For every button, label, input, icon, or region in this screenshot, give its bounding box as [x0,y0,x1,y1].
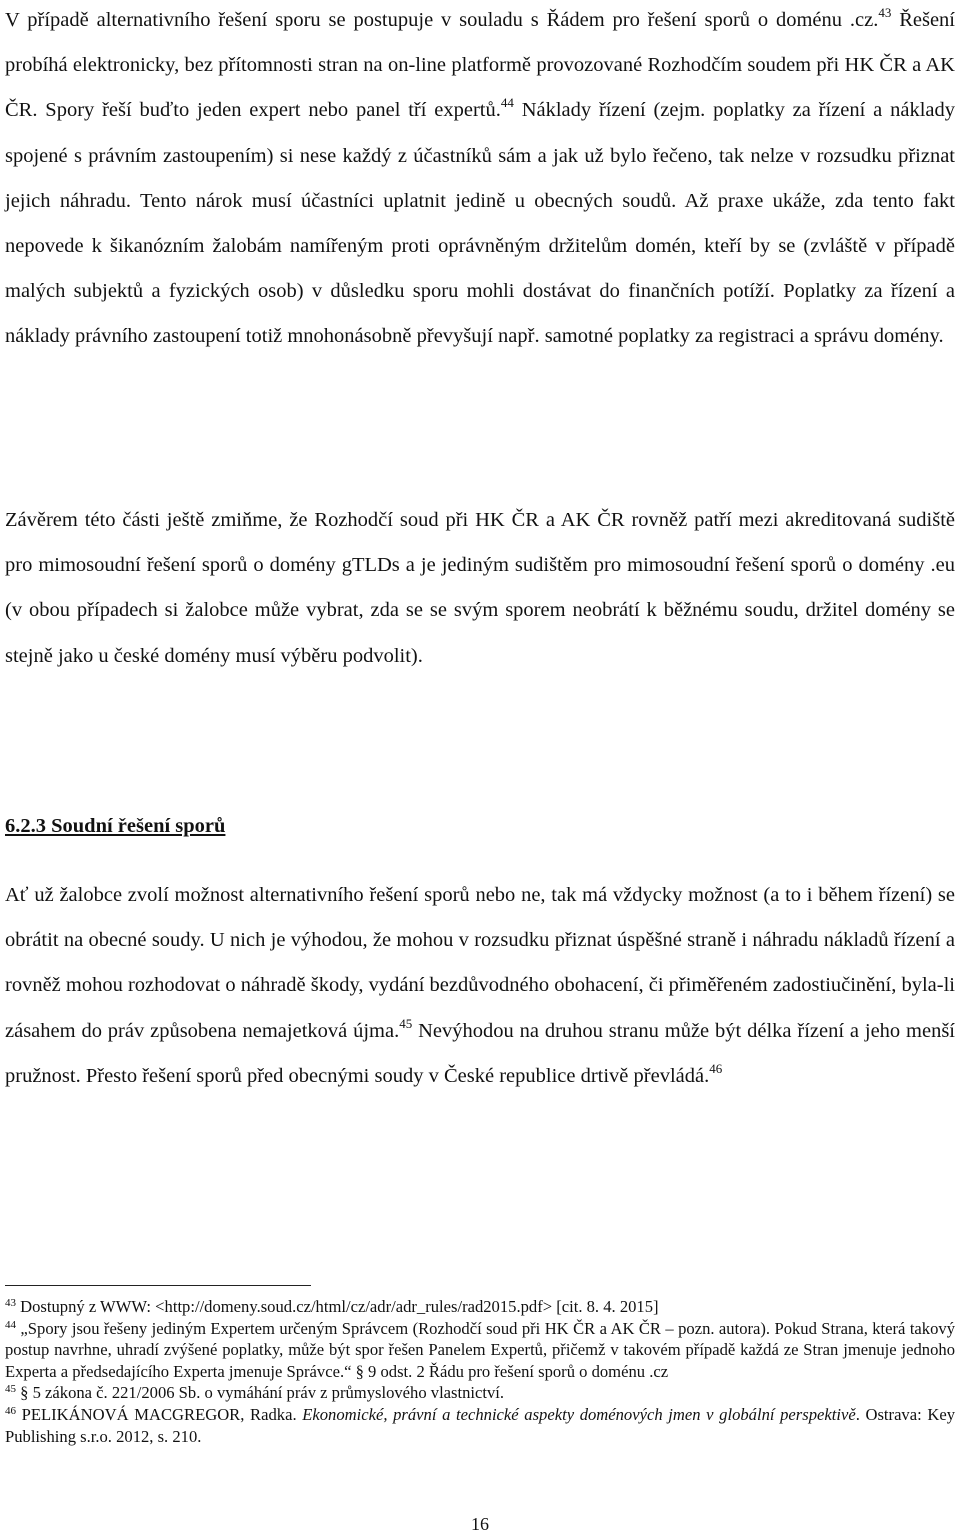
footnote-44: $^{44}$ „Spory jsou řešeny jediným Expertem určeným Správcem (Rozhodčí soud při HK ČR a AK ČR – pozn. autora). Pokud Strana, která takový postup navrhne, uhradí zvýšené poplatky, může být spor řešen Panelem Expertů, přičemž v takovém případě každá ze Stran jmenuje jednoho Experta a předsedajícího Experta jmenuje Správce.“ § 9 odst. 2 Řádu pro řešení sporů o doménu .cz [5,1318,955,1381]
paragraph-accredited-court: Závěrem této části ještě zmiňme, že Rozhodčí soud při HK ČR a AK ČR rovněž patří mezi akreditovaná sudiště pro mimosoudní řešení sporů o domény gTLDs a je jediným sudištěm pro mimosoudní řešení sporů o domény .eu (v obou případech si žalobce může vybrat, zda se se svým sporem neobrátí k běžnému soudu, držitel domény se stejně jako u české domény musí výběru podvolit). [5,509,955,667]
page-number: 16 [471,1514,489,1534]
footnote-46: $^{46}$ PELIKÁNOVÁ MACGREGOR, Radka. Ekonomické, právní a technické aspekty doménových jmen v globální perspektivě. Ostrava: Key Publishing s.r.o. 2012, s. 210. [5,1404,955,1446]
footnote-ref-46[interactable]: 46 [709,1060,723,1076]
footnote-ref-44[interactable]: 44 [500,95,514,111]
footnote-separator [5,1285,311,1286]
footnote-43: $^{43}$ Dostupný z WWW: <http://domeny.soud.cz/html/cz/adr/adr_rules/rad2015.pdf> [cit. 8. 4. 2015] [5,1297,659,1316]
paragraph-alternative-resolution: V případě alternativního řešení sporu se postupuje v souladu s Řádem pro řešení sporů o doménu .cz.$^{43}$ Řešení probíhá elektronicky, bez přítomnosti stran na on-line platformě provozované Rozhodčím soudem při HK ČR a AK ČR. Spory řeší buďto jeden expert nebo panel tří expertů.$^{44}$ Náklady řízení (zejm. poplatky za řízení a náklady spojené s právním zastoupením) si nese každý z účastníků sám a jak už bylo řečeno, tak nelze v rozsudku přiznat jejich náhradu. Tento nárok musí účastníci uplatnit jedině u obecných soudů. Až praxe ukáže, zda tento fakt nepovede k šikanózním žalobám namířeným proti oprávněným držitelům domén, kteří by se (zvláště v případě malých subjektů a fyzických osob) v důsledku sporu mohli dostávat do finančních potíží. Poplatky za řízení a náklady právního zastoupení totiž mnohonásobně převyšují např. samotné poplatky za registraci a správu domény. [5,5,955,348]
section-heading: 6.2.3 Soudní řešení sporů [5,815,226,837]
footnote-ref-43[interactable]: 43 [878,5,892,20]
footnote-ref-45[interactable]: 45 [399,1015,413,1031]
footnotes [5,1296,955,1447]
paragraph-court-resolution: Ať už žalobce zvolí možnost alternativního řešení sporů nebo ne, tak má vždycky možnost (a to i během řízení) se obrátit na obecné soudy. U nich je výhodou, že mohou v rozsudku přiznat úspěšné straně i náhradu nákladů řízení a rovněž mohou rozhodovat o náhradě škody, vydání bezdůvodného obohacení, či přiměřeném zadostiučinění, byla-li zásahem do práv způsobena nemajetková újma.$^{45}$ Nevýhodou na druhou stranu může být délka řízení a jeho menší pružnost. Přesto řešení sporů před obecnými soudy v České republice drtivě převládá.$^{46}$ [5,884,956,1087]
footnote-45: $^{45}$ § 5 zákona č. 221/2006 Sb. o vymáhání práv z průmyslového vlastnictví. [5,1383,505,1403]
